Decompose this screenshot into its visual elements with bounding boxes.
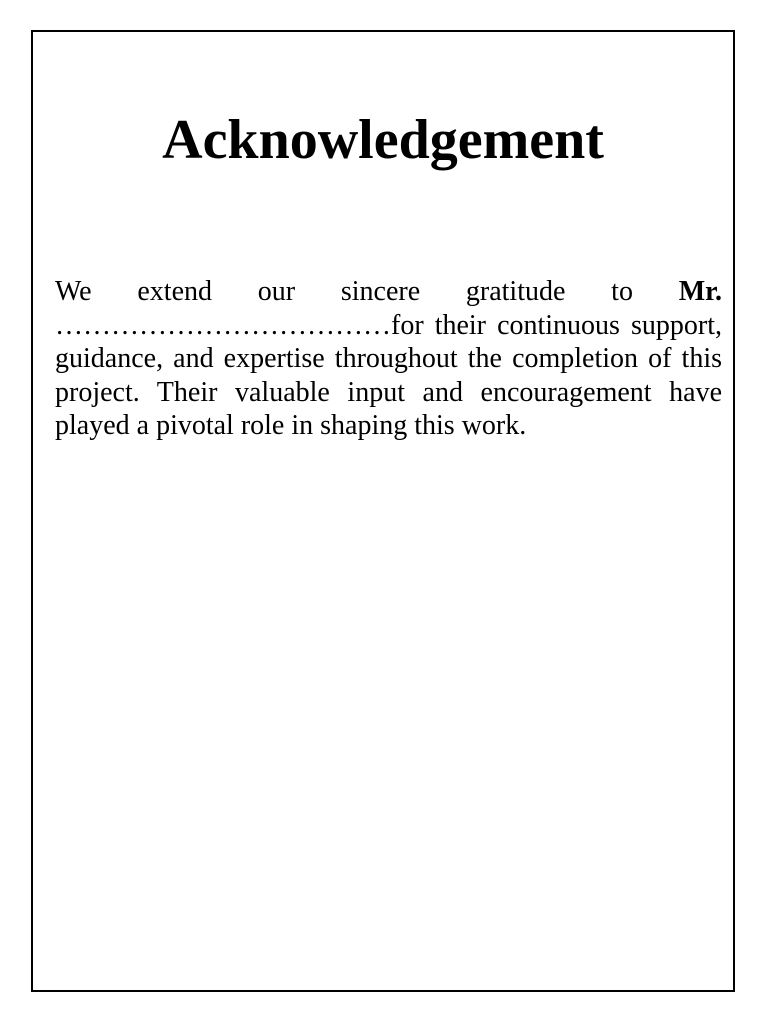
paragraph-intro: We extend our sincere gratitude to: [55, 276, 633, 307]
honorific: Mr.: [678, 276, 723, 307]
acknowledgement-paragraph: [55, 275, 722, 443]
paragraph-rest: for their continuous support, guidance, and expertise throughout the completion of this project. Their valuable input and encouragement have played a pivotal role in shaping this work.: [55, 309, 722, 442]
name-blank: ………………………………: [55, 309, 391, 341]
page-title: Acknowledgement: [162, 109, 604, 171]
